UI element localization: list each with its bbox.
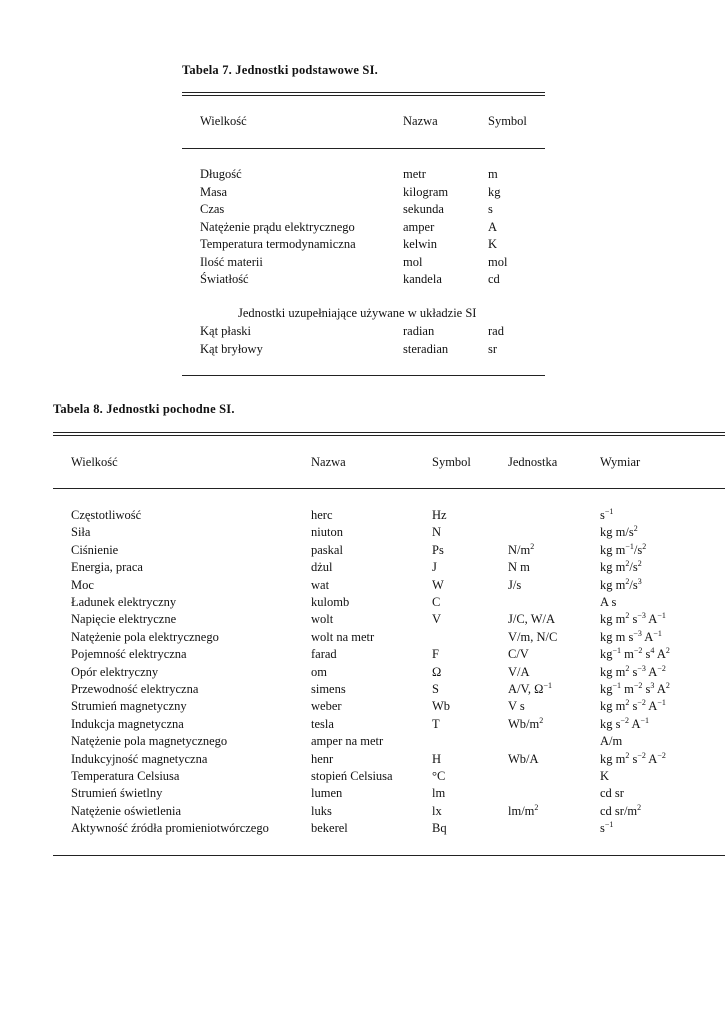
- table7-top-rule-2: [182, 95, 545, 96]
- table8-cell-name: dżul: [311, 560, 333, 575]
- table8-cell-quantity: Natężenie pola magnetycznego: [71, 734, 228, 749]
- table7-cell-symbol: mol: [488, 254, 508, 269]
- table8-cell-quantity: Aktywność źródła promieniotwórczego: [71, 821, 269, 836]
- table8-bottom-rule: [53, 855, 725, 856]
- table7-cell-quantity: Ilość materii: [200, 254, 263, 269]
- table8-cell-quantity: Natężenie oświetlenia: [71, 803, 182, 818]
- table8-cell-dimension: kg $m^2$ $s^{-2}$ $A^{-2}$: [600, 750, 666, 766]
- table8-cell-symbol: Bq: [432, 821, 447, 836]
- table7-supp-cell-quantity: Kąt bryłowy: [200, 342, 263, 356]
- table8-cell-symbol: N: [432, 525, 442, 540]
- table8-header-rule: [53, 488, 725, 489]
- table8-cell-name: herc: [311, 508, 333, 522]
- table8-cell-unit: $Wb/m^2$: [508, 715, 544, 731]
- table8-cell-dimension: kg $m^2$ $s^{-3}$ $A^{-2}$: [600, 663, 666, 679]
- table7-cell-quantity: Natężenie prądu elektrycznego: [200, 219, 355, 234]
- table8-cell-symbol: T: [432, 716, 440, 731]
- table8-cell-quantity: Strumień świetlny: [71, 786, 163, 801]
- table8-cell-dimension: cd $sr/m^2$: [600, 802, 642, 818]
- table8-cell-symbol: Wb: [432, 699, 451, 714]
- table8-cell-quantity: Energia, praca: [71, 560, 143, 575]
- table8-cell-symbol: V: [432, 612, 442, 627]
- table8-cell-symbol: C: [432, 595, 441, 609]
- table8-cell-name: farad: [311, 647, 337, 662]
- table8-header-quantity: Wielkość: [71, 455, 118, 469]
- table8-cell-name: lumen: [311, 786, 343, 801]
- table8-cell-symbol: W: [432, 577, 444, 592]
- table8-header-symbol: Symbol: [432, 455, 471, 469]
- table7-cell-quantity: Długość: [200, 167, 242, 181]
- table8-cell-dimension: A/m: [600, 734, 623, 749]
- table7-subheading: Jednostki uzupełniające używane w układzie SI: [238, 306, 477, 320]
- table8-cell-unit: V s: [508, 699, 525, 714]
- table8-cell-name: kulomb: [311, 595, 350, 609]
- table8-cell-name: paskal: [311, 542, 343, 557]
- table8-caption: Tabela 8. Jednostki pochodne SI.: [53, 402, 235, 416]
- table7-cell-symbol: cd: [488, 272, 500, 286]
- table8-cell-dimension: kg $m^2$ $s^{-2}$ $A^{-1}$: [600, 698, 666, 714]
- table8-cell-unit: V/A: [508, 664, 530, 679]
- table8-cell-name: wolt: [311, 612, 334, 627]
- table8-cell-symbol: Ps: [432, 542, 444, 557]
- table7-cell-symbol: m: [488, 167, 498, 181]
- table7-header-rule: [182, 148, 545, 149]
- table8-cell-quantity: Natężenie pola elektrycznego: [71, 629, 219, 644]
- table7-supp-cell-symbol: rad: [488, 324, 504, 338]
- table8-top-rule-2: [53, 435, 725, 436]
- table7-cell-symbol: s: [488, 202, 493, 216]
- table7-cell-symbol: kg: [488, 184, 501, 199]
- table8-cell-quantity: Napięcie elektryczne: [71, 612, 177, 627]
- table8-cell-dimension: $s^{-1}$: [600, 507, 614, 522]
- table8-cell-unit: A/V, $\Omega^{-1}$: [508, 681, 552, 696]
- table8-cell-unit: $N/m^2$: [508, 541, 535, 557]
- table7-caption: Tabela 7. Jednostki podstawowe SI.: [182, 63, 378, 77]
- table8-cell-quantity: Temperatura Celsiusa: [71, 769, 180, 783]
- table7-supp-cell-quantity: Kąt płaski: [200, 324, 252, 338]
- table8-cell-name: bekerel: [311, 821, 348, 836]
- table8-cell-dimension: kg $m^2$ $s^{-3}$ $A^{-1}$: [600, 611, 666, 627]
- table8-cell-symbol: H: [432, 751, 442, 766]
- table8-cell-symbol: Hz: [432, 508, 447, 522]
- table7-cell-symbol: A: [488, 219, 498, 234]
- table8-cell-name: amper na metr: [311, 734, 384, 749]
- table8-cell-name: wat: [311, 577, 330, 592]
- table8-cell-quantity: Ciśnienie: [71, 542, 119, 557]
- table7-cell-quantity: Masa: [200, 184, 228, 199]
- table8-cell-quantity: Indukcja magnetyczna: [71, 716, 184, 731]
- table8-cell-quantity: Moc: [71, 577, 94, 592]
- table7-cell-symbol: K: [488, 237, 498, 251]
- table7-cell-name: amper: [403, 219, 435, 234]
- table8-cell-unit: C/V: [508, 647, 529, 662]
- table8-cell-name: tesla: [311, 716, 334, 731]
- table7-cell-name: kilogram: [403, 184, 449, 199]
- table8-cell-symbol: °C: [432, 769, 446, 783]
- table8-cell-dimension: kg $m/s^2$: [600, 524, 638, 540]
- table8-cell-dimension: A s: [600, 595, 617, 609]
- table8-cell-dimension: kg m $s^{-3}$ $A^{-1}$: [600, 628, 662, 644]
- table8-cell-name: stopień Celsiusa: [311, 769, 393, 783]
- table7-cell-quantity: Temperatura termodynamiczna: [200, 237, 356, 251]
- table7-bottom-rule: [182, 375, 545, 376]
- table8-cell-name: niuton: [311, 525, 343, 540]
- table8-cell-dimension: kg $m^2/s^2$: [600, 559, 642, 575]
- table8-cell-unit: J/s: [508, 577, 522, 592]
- table8-header-unit: Jednostka: [508, 455, 558, 469]
- table8-cell-quantity: Opór elektryczny: [71, 664, 159, 679]
- table8-header-name: Nazwa: [311, 455, 346, 469]
- table8-cell-quantity: Pojemność elektryczna: [71, 647, 187, 662]
- table7-header-name: Nazwa: [403, 114, 438, 128]
- table8-cell-quantity: Siła: [71, 525, 91, 540]
- table8-cell-symbol: F: [432, 647, 439, 662]
- table8-cell-quantity: Przewodność elektryczna: [71, 682, 199, 696]
- table8-cell-name: simens: [311, 682, 346, 696]
- table8-header-dimension: Wymiar: [600, 455, 641, 469]
- table8-cell-dimension: kg $m^2/s^3$: [600, 576, 642, 592]
- table7-cell-name: metr: [403, 167, 426, 181]
- table8-cell-quantity: Indukcyjność magnetyczna: [71, 751, 208, 766]
- table8-cell-dimension: K: [600, 769, 610, 783]
- table8-cell-name: om: [311, 664, 327, 679]
- table8-cell-unit: Wb/A: [508, 751, 539, 766]
- table8-cell-name: wolt na metr: [311, 629, 375, 644]
- table7-cell-name: sekunda: [403, 202, 444, 216]
- table8-cell-dimension: kg $s^{-2}$ $A^{-1}$: [600, 715, 649, 731]
- table8-cell-dimension: $kg^{-1}$ $m^{-2}$ $s^3$ $A^2$: [600, 681, 670, 696]
- table8-cell-symbol: J: [432, 560, 437, 575]
- table7-cell-name: kelwin: [403, 237, 438, 251]
- table8-cell-dimension: cd sr: [600, 786, 624, 801]
- table8-cell-dimension: kg $m^{-1}/s^2$: [600, 541, 647, 557]
- table8-cell-symbol: Ω: [432, 664, 442, 679]
- table8-cell-symbol: lm: [432, 786, 446, 801]
- table7-supp-cell-name: radian: [403, 324, 435, 338]
- table8-cell-quantity: Strumień magnetyczny: [71, 699, 187, 714]
- table7-cell-quantity: Światłość: [200, 272, 249, 286]
- table8-cell-symbol: lx: [432, 803, 442, 818]
- table7-top-rule-1: [182, 92, 545, 93]
- table7-supp-cell-name: steradian: [403, 342, 449, 356]
- table8-cell-quantity: Ładunek elektryczny: [71, 595, 177, 609]
- table8-cell-symbol: S: [432, 682, 439, 696]
- table7-header-quantity: Wielkość: [200, 114, 247, 128]
- table8-cell-name: weber: [311, 699, 342, 714]
- table7-cell-name: mol: [403, 254, 423, 269]
- table8-cell-unit: N m: [508, 560, 530, 575]
- table8-cell-unit: J/C, W/A: [508, 612, 555, 627]
- table7-cell-name: kandela: [403, 272, 442, 286]
- table8-cell-unit: V/m, N/C: [508, 629, 558, 644]
- table7-cell-quantity: Czas: [200, 202, 225, 216]
- table7-supp-cell-symbol: sr: [488, 342, 498, 356]
- table8-top-rule-1: [53, 432, 725, 433]
- table8-cell-unit: $lm/m^2$: [508, 802, 539, 818]
- table7-header-symbol: Symbol: [488, 114, 527, 128]
- table8-cell-dimension: $s^{-1}$: [600, 820, 614, 836]
- table8-cell-dimension: $kg^{-1}$ $m^{-2}$ $s^4$ $A^2$: [600, 646, 670, 662]
- table8-cell-quantity: Częstotliwość: [71, 508, 142, 522]
- table8-cell-name: henr: [311, 751, 334, 766]
- table8-cell-name: luks: [311, 803, 332, 818]
